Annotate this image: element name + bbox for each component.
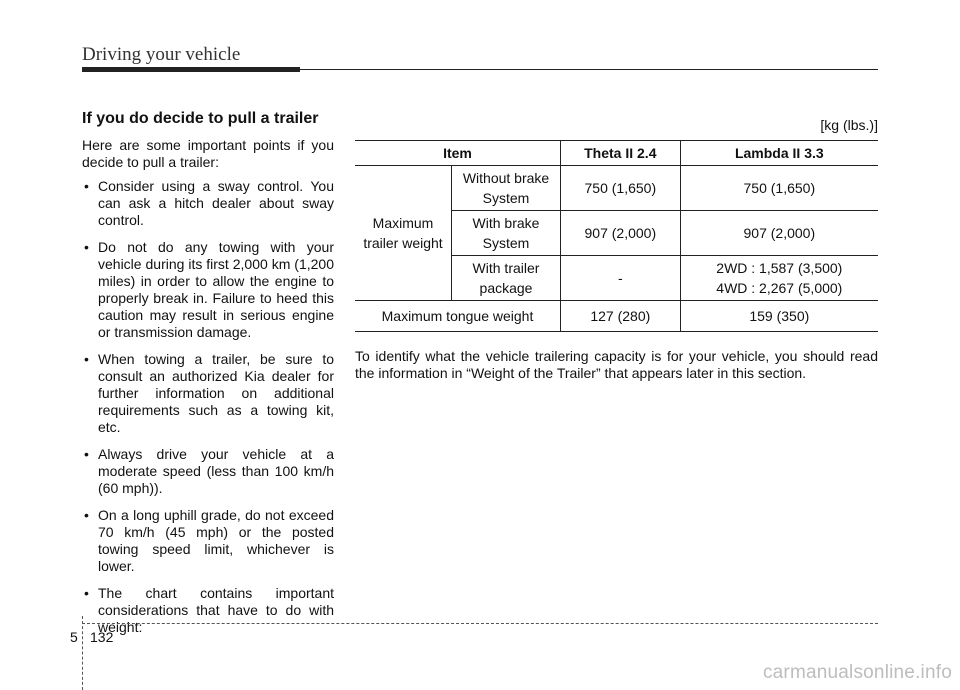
lambda-value: 159 (350) bbox=[680, 301, 878, 332]
lambda-value-4wd: 4WD : 2,267 (5,000) bbox=[716, 280, 843, 296]
tongue-weight-label: Maximum tongue weight bbox=[355, 301, 561, 332]
watermark: carmanualsonline.info bbox=[762, 662, 952, 683]
left-column bbox=[82, 110, 334, 646]
bullet-item: • Always drive your vehicle at a moderate speed (less than 100 km/h (60 mph)). bbox=[82, 446, 334, 497]
intro-paragraph: Here are some important points if you decide to pull a trailer: bbox=[82, 137, 334, 170]
theta-value: 127 (280) bbox=[561, 301, 681, 332]
bullet-list bbox=[82, 178, 334, 636]
header-rule-thin bbox=[300, 69, 878, 70]
header-theta: Theta II 2.4 bbox=[561, 141, 681, 166]
sub-item: With brake System bbox=[452, 211, 561, 256]
table-header-row bbox=[355, 141, 878, 166]
header-rule-thick bbox=[82, 67, 300, 72]
chapter-title: Driving your vehicle bbox=[82, 44, 241, 65]
group-label-max-trailer-weight: Maximum trailer weight bbox=[355, 166, 452, 301]
sub-item: With trailer package bbox=[452, 256, 561, 301]
sub-item: Without brake System bbox=[452, 166, 561, 211]
theta-value: 907 (2,000) bbox=[561, 211, 681, 256]
section-heading: If you do decide to pull a trailer bbox=[82, 110, 319, 127]
note-paragraph: To identify what the vehicle trailering capacity is for your vehicle, you should read the information in “Weight of the Trailer” that appears later in this section. bbox=[355, 348, 878, 381]
theta-value: 750 (1,650) bbox=[561, 166, 681, 211]
lambda-value: 750 (1,650) bbox=[680, 166, 878, 211]
bullet-item: • Consider using a sway control. You can ask a hitch dealer about sway control. bbox=[82, 178, 334, 229]
lambda-value: 907 (2,000) bbox=[680, 211, 878, 256]
theta-value: - bbox=[561, 256, 681, 301]
lambda-value-2wd: 2WD : 1,587 (3,500) bbox=[716, 260, 843, 276]
bullet-item: • The chart contains important considerations that have to do with weight: bbox=[82, 585, 334, 636]
header-lambda: Lambda II 3.3 bbox=[680, 141, 878, 166]
unit-label: [kg (lbs.)] bbox=[820, 117, 878, 133]
header-item: Item bbox=[355, 141, 561, 166]
chapter-number: 5 bbox=[70, 629, 78, 645]
bullet-item: • On a long uphill grade, do not exceed 70 km/h (45 mph) or the posted towing speed limit, whichever is lower. bbox=[82, 507, 334, 575]
footer-rule bbox=[82, 623, 878, 624]
lambda-value-multi bbox=[680, 256, 878, 301]
page-number-value: 132 bbox=[90, 629, 114, 645]
bullet-item: • Do not do any towing with your vehicle during its first 2,000 km (1,200 miles) in order to allow the engine to properly break in. Failure to heed this caution may result in serious engine or transmission damage. bbox=[82, 239, 334, 341]
footer-vertical-rule bbox=[82, 616, 83, 690]
table-row bbox=[355, 166, 878, 211]
trailer-weight-table bbox=[355, 140, 878, 332]
table-row bbox=[355, 301, 878, 332]
bullet-item: • When towing a trailer, be sure to consult an authorized Kia dealer for further information on additional requirements such as a towing kit, etc. bbox=[82, 351, 334, 436]
